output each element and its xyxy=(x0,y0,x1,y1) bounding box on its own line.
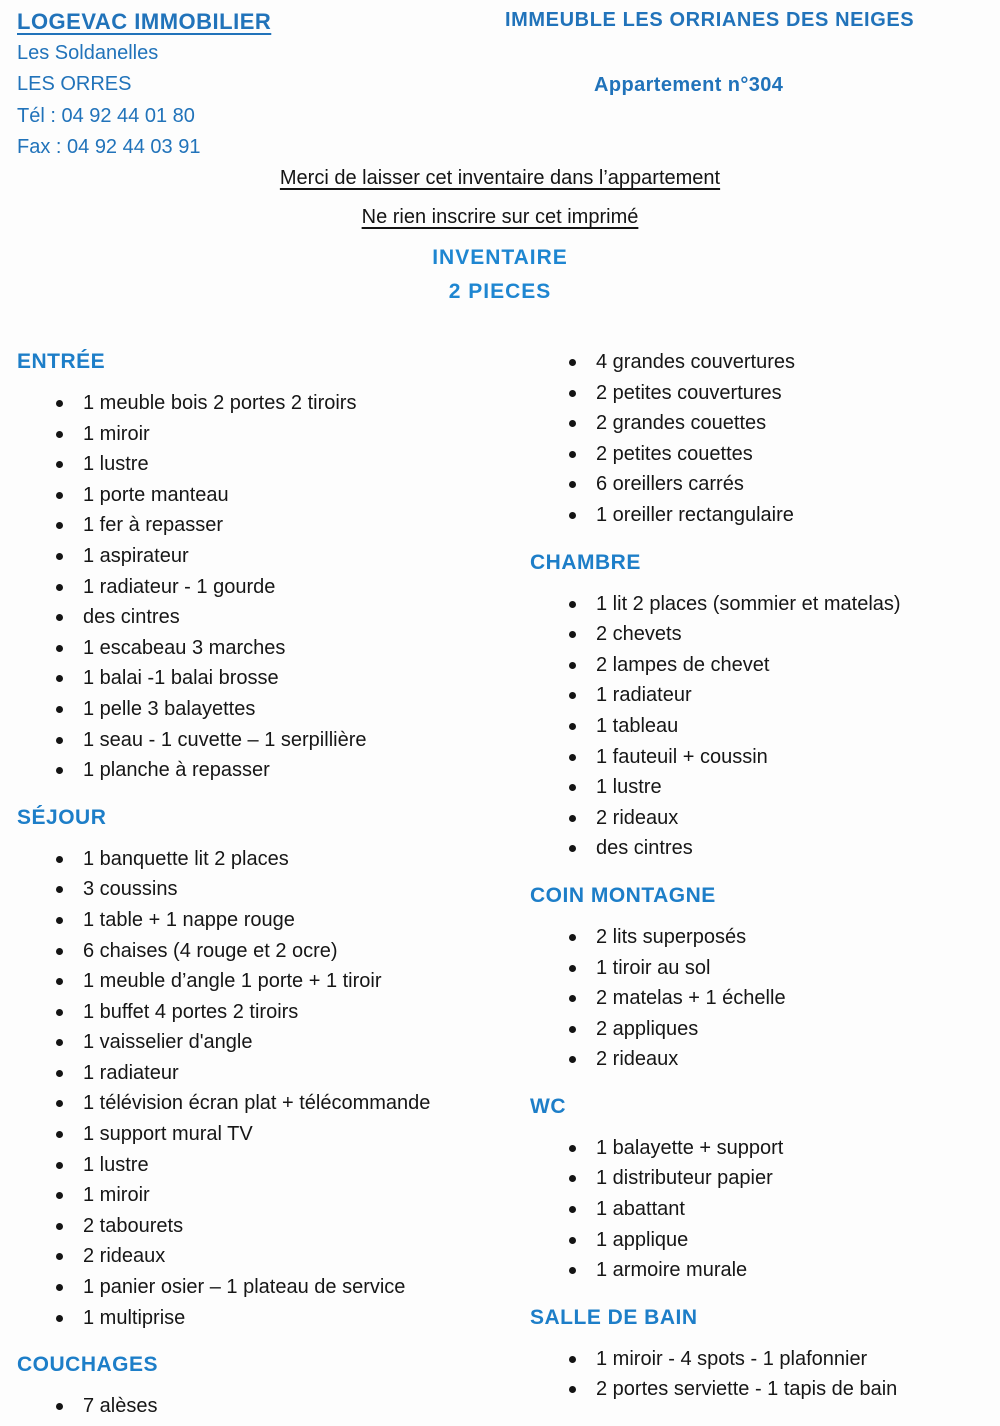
inventory-item: 1 miroir - 4 spots - 1 plafonnier xyxy=(530,1344,992,1375)
agency-name: LOGEVAC IMMOBILIER xyxy=(17,9,272,34)
inventory-item: 1 fer à repasser xyxy=(17,510,505,541)
inventory-item: 1 armoire murale xyxy=(530,1255,992,1286)
inventory-item: 1 tableau xyxy=(530,711,992,742)
inventory-item: 4 grandes couvertures xyxy=(530,347,992,378)
inventory-item: des cintres xyxy=(530,833,992,864)
agency-city: LES ORRES xyxy=(17,73,132,95)
inventory-item: 1 seau - 1 cuvette – 1 serpillière xyxy=(17,725,505,756)
inventory-item: 1 radiateur - 1 gourde xyxy=(17,572,505,603)
inventory-item: 2 grandes couettes xyxy=(530,408,992,439)
document-subtitle: 2 PIECES xyxy=(448,280,552,303)
inventory-item: 1 aspirateur xyxy=(17,541,505,572)
inventory-item: 1 support mural TV xyxy=(17,1119,505,1150)
section-header: COIN MONTAGNE xyxy=(530,883,716,907)
inventory-item: 1 télévision écran plat + télécommande xyxy=(17,1088,505,1119)
section-header: ENTRÉE xyxy=(17,350,106,373)
section-header: COUCHAGES xyxy=(17,1353,159,1377)
inventory-item: 2 chevets xyxy=(530,619,992,650)
inventory-item: 1 pelle 3 balayettes xyxy=(17,694,505,725)
inventory-item: 1 miroir xyxy=(17,419,505,450)
inventory-item: 1 vaisselier d'angle xyxy=(17,1027,505,1058)
inventory-item: 2 lampes de chevet xyxy=(530,650,992,681)
inventory-list xyxy=(17,1391,505,1422)
inventory-item: 2 appliques xyxy=(530,1014,992,1045)
inventory-item: 1 lustre xyxy=(17,449,505,480)
inventory-item: 1 panier osier – 1 plateau de service xyxy=(17,1272,505,1303)
inventory-item: 7 alèses xyxy=(17,1391,505,1422)
apartment-number: Appartement n°304 xyxy=(594,74,784,96)
inventory-item: 1 meuble d’angle 1 porte + 1 tiroir xyxy=(17,966,505,997)
inventory-item: 2 lits superposés xyxy=(530,922,992,953)
inventory-item: 1 meuble bois 2 portes 2 tiroirs xyxy=(17,388,505,419)
inventory-list xyxy=(530,922,992,1075)
inventory-item: 1 multiprise xyxy=(17,1303,505,1334)
inventory-item: 1 radiateur xyxy=(530,680,992,711)
inventory-item: 2 petites couvertures xyxy=(530,378,992,409)
notice-do-not-write: Ne rien inscrire sur cet imprimé xyxy=(361,206,639,228)
inventory-item: 1 tiroir au sol xyxy=(530,953,992,984)
inventory-item: 1 lit 2 places (sommier et matelas) xyxy=(530,589,992,620)
inventory-item: 2 portes serviette - 1 tapis de bain xyxy=(530,1374,992,1405)
inventory-item: 2 rideaux xyxy=(17,1241,505,1272)
agency-phone: Tél : 04 92 44 01 80 xyxy=(17,104,195,127)
inventory-item: 3 coussins xyxy=(17,874,505,905)
section-header: SÉJOUR xyxy=(17,805,107,829)
inventory-list xyxy=(530,1344,992,1405)
inventory-item: 1 lustre xyxy=(530,772,992,803)
section-header: WC xyxy=(530,1094,566,1118)
inventory-item: 1 radiateur xyxy=(17,1058,505,1089)
agency-block xyxy=(17,6,271,164)
section-header: CHAMBRE xyxy=(530,550,641,574)
document-title: INVENTAIRE xyxy=(432,246,568,269)
agency-fax: Fax : 04 92 44 03 91 xyxy=(17,136,201,158)
inventory-item: 2 rideaux xyxy=(530,1044,992,1075)
inventory-item: 1 applique xyxy=(530,1225,992,1256)
inventory-list xyxy=(530,347,992,531)
inventory-item: 1 buffet 4 portes 2 tiroirs xyxy=(17,997,505,1028)
inventory-item: 1 balai -1 balai brosse xyxy=(17,663,505,694)
inventory-item: 1 oreiller rectangulaire xyxy=(530,500,992,531)
inventory-list xyxy=(17,388,505,786)
agency-residence: Les Soldanelles xyxy=(17,41,159,64)
inventory-item: 1 escabeau 3 marches xyxy=(17,633,505,664)
inventory-item: des cintres xyxy=(17,602,505,633)
inventory-item: 1 fauteuil + coussin xyxy=(530,742,992,773)
inventory-item: 6 oreillers carrés xyxy=(530,469,992,500)
inventory-item: 1 planche à repasser xyxy=(17,755,505,786)
inventory-item: 1 distributeur papier xyxy=(530,1163,992,1194)
inventory-item: 1 banquette lit 2 places xyxy=(17,844,505,875)
inventory-item: 2 matelas + 1 échelle xyxy=(530,983,992,1014)
inventory-item: 1 balayette + support xyxy=(530,1133,992,1164)
inventory-item: 1 abattant xyxy=(530,1194,992,1225)
inventory-item: 2 petites couettes xyxy=(530,439,992,470)
inventory-column-left xyxy=(17,330,505,1422)
inventory-item: 1 table + 1 nappe rouge xyxy=(17,905,505,936)
inventory-item: 1 porte manteau xyxy=(17,480,505,511)
inventory-item: 1 miroir xyxy=(17,1180,505,1211)
inventory-item: 2 rideaux xyxy=(530,803,992,834)
building-title: IMMEUBLE LES ORRIANES DES NEIGES xyxy=(505,9,915,31)
inventory-item: 1 lustre xyxy=(17,1150,505,1181)
notice-keep-inventory: Merci de laisser cet inventaire dans l’appartement xyxy=(279,167,721,189)
inventory-column-right xyxy=(530,330,992,1405)
inventory-list xyxy=(17,844,505,1334)
inventory-item: 2 tabourets xyxy=(17,1211,505,1242)
section-header: SALLE DE BAIN xyxy=(530,1305,698,1329)
inventory-list xyxy=(530,1133,992,1286)
inventory-item: 6 chaises (4 rouge et 2 ocre) xyxy=(17,936,505,967)
inventory-list xyxy=(530,589,992,864)
